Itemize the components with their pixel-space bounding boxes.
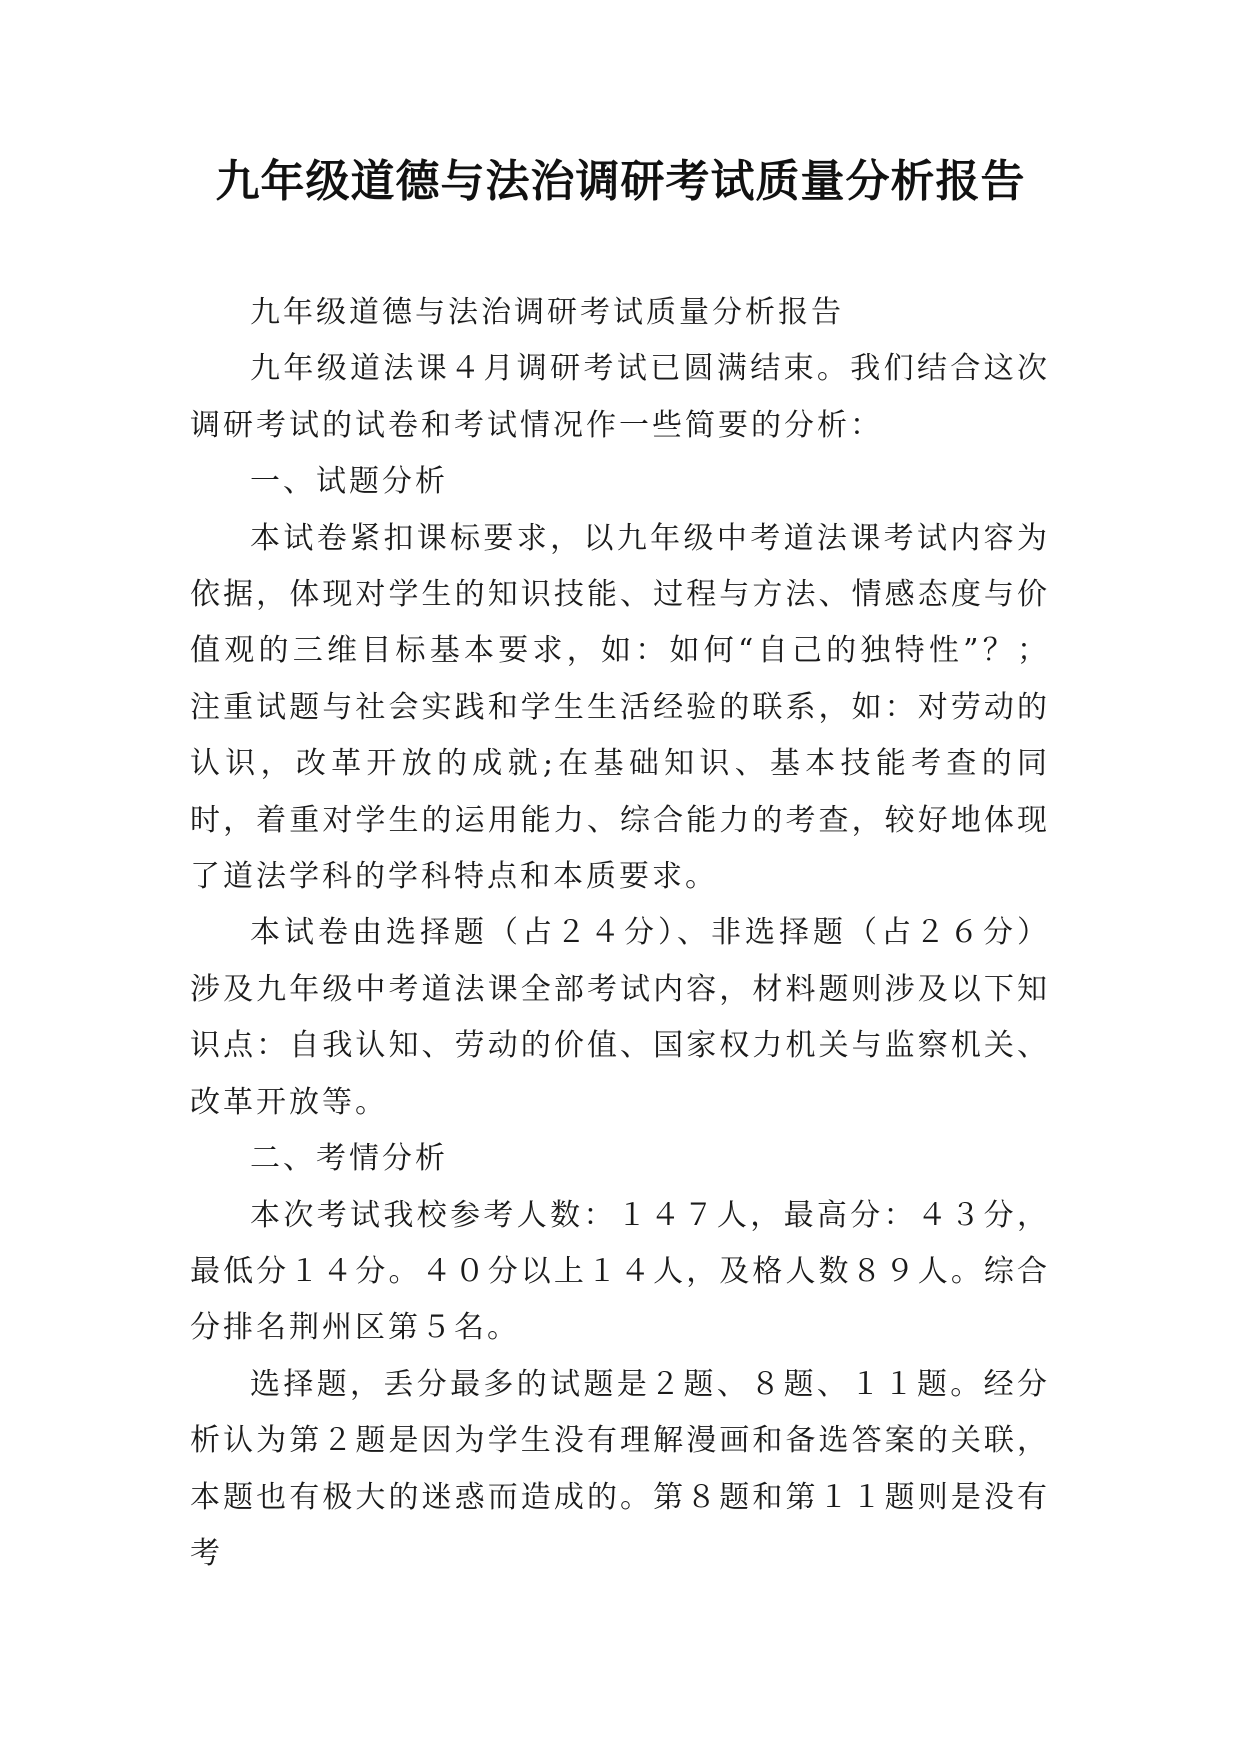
document-title: 九年级道德与法治调研考试质量分析报告: [215, 156, 1026, 207]
section-heading-2: 二、考情分析: [250, 1141, 448, 1177]
section-heading-1: 一、试题分析: [250, 464, 448, 500]
paragraph-exam-structure: 本试卷由选择题（占２４分）、非选择题（占２６分）涉及九年级中考道法课全部考试内容，材料题则涉及以下知识点：自我认知、劳动的价值、国家权力机关与监察机关、改革开放等。: [190, 915, 1050, 1120]
paragraph-intro: 九年级道法课４月调研考试已圆满结束。我们结合这次调研考试的试卷和考试情况作一些简要的分析：: [190, 351, 1050, 443]
paragraph-choice-questions: 选择题，丢分最多的试题是２题、８题、１１题。经分析认为第２题是因为学生没有理解漫画和备选答案的关联，本题也有极大的迷惑而造成的。第８题和第１１题则是没有考: [190, 1366, 1050, 1571]
document-body: [190, 285, 1050, 1582]
paragraph-heading-repeat: 九年级道德与法治调研考试质量分析报告: [250, 295, 844, 330]
paragraph-exam-analysis: 本试卷紧扣课标要求，以九年级中考道法课考试内容为依据，体现对学生的知识技能、过程与方法、情感态度与价值观的三维目标基本要求，如：如何“自己的独特性”？；注重试题与社会实践和学生生活经验的联系，如：对劳动的认识，改革开放的成就;在基础知识、基本技能考查的同时，着重对学生的运用能力、综合能力的考查，较好地体现了道法学科的学科特点和本质要求。: [190, 520, 1050, 895]
paragraph-exam-stats: 本次考试我校参考人数：１４７人，最高分：４３分，最低分１４分。４０分以上１４人，及格人数８９人。综合分排名荆州区第５名。: [190, 1197, 1050, 1346]
